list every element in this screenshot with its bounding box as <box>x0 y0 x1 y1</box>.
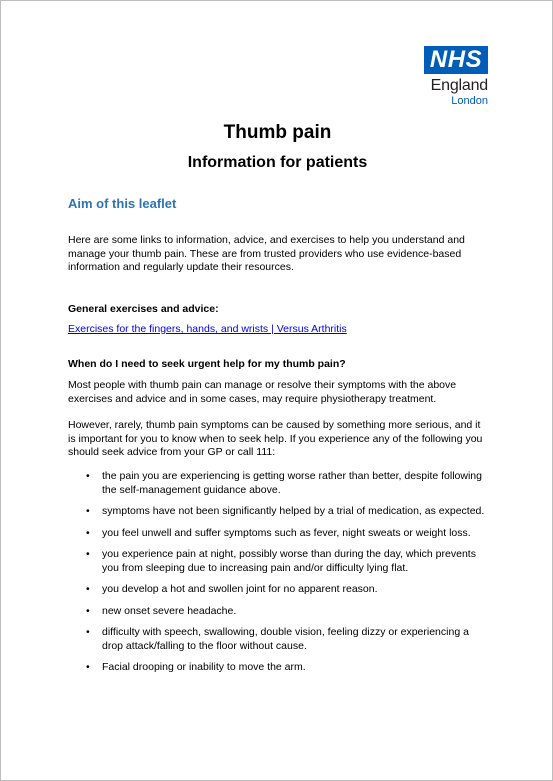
manage-paragraph: Most people with thumb pain can manage or resolve their symptoms with the above exercises and advice and in some cases, may require physiotherapy treatment. <box>68 379 457 405</box>
intro-paragraph: Here are some links to information, advice, and exercises to help you understand and manage your thumb pain. These are from trusted providers who use evidence-based information and regularly update their resources. <box>68 234 465 273</box>
list-item-text: you experience pain at night, possibly worse than during the day, which prevents you from sleeping due to increasing pain and/or difficulty lying flat. <box>102 548 476 574</box>
bullet-icon: • <box>86 505 90 517</box>
logo-org-name: England <box>430 77 488 94</box>
page-subtitle: Information for patients <box>187 154 368 171</box>
bullet-icon: • <box>86 526 90 539</box>
nhs-england-london-logo <box>422 46 488 107</box>
list-item-text: you develop a hot and swollen joint for no apparent reason. <box>102 583 378 595</box>
bullet-icon: • <box>86 470 90 482</box>
list-item-text: difficulty with speech, swallowing, double vision, feeling dizzy or experiencing a drop attack/falling to the floor without cause. <box>102 626 469 652</box>
bullet-icon: • <box>86 661 90 673</box>
bullet-icon: • <box>86 548 90 560</box>
list-item <box>68 583 488 597</box>
list-item <box>68 605 488 619</box>
bullet-icon: • <box>86 604 90 617</box>
urgent-help-heading: When do I need to seek urgent help for my thumb pain? <box>68 358 346 370</box>
list-item-text: symptoms have not been significantly helped by a trial of medication, as expected. <box>102 505 485 517</box>
list-item-text: the pain you are experiencing is getting worse rather than better, despite following the self-management guidance above. <box>102 470 482 496</box>
list-item-text: you feel unwell and suffer symptoms such as fever, night sweats or weight loss. <box>102 526 471 539</box>
versus-arthritis-link[interactable]: Exercises for the fingers, hands, and wrists | Versus Arthritis <box>68 323 347 335</box>
list-item <box>68 548 488 575</box>
list-item-text: new onset severe headache. <box>102 604 237 617</box>
general-exercises-heading: General exercises and advice: <box>68 303 219 315</box>
symptom-list <box>68 470 488 683</box>
list-item-text: Facial drooping or inability to move the arm. <box>102 661 306 673</box>
bullet-icon: • <box>86 626 90 638</box>
seek-help-paragraph: However, rarely, thumb pain symptoms can be caused by something more serious, and it is important for you to know when to seek help. If you experience any of the following you should seek advice from your GP or call 111: <box>68 419 483 458</box>
nhs-logo-mark: NHS <box>424 46 488 74</box>
list-item <box>68 527 488 541</box>
list-item <box>68 505 488 519</box>
aim-heading: Aim of this leaflet <box>68 196 177 211</box>
list-item <box>68 470 488 497</box>
logo-region-name: London <box>451 95 488 107</box>
list-item <box>68 626 488 653</box>
bullet-icon: • <box>86 583 90 595</box>
page-title: Thumb pain <box>223 122 332 143</box>
list-item <box>68 661 488 675</box>
